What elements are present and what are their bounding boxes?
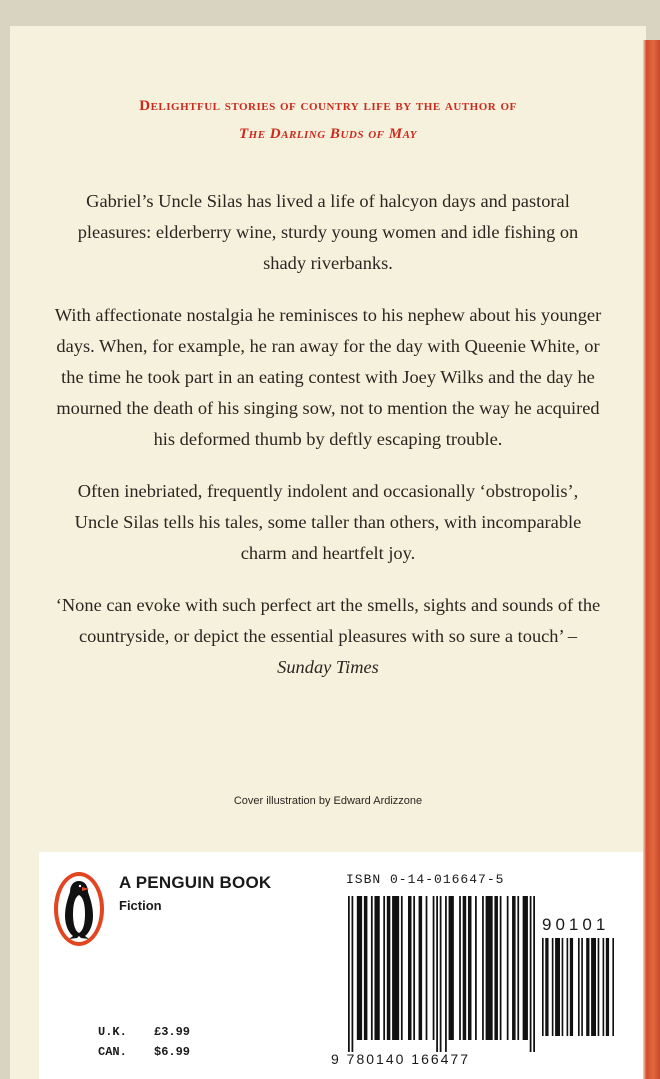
illustration-credit: Cover illustration by Edward Ardizzone <box>233 795 423 807</box>
price-row <box>98 1022 190 1042</box>
price-value: £3.99 <box>154 1025 191 1039</box>
blurb-paragraph-1: Gabriel’s Uncle Silas has lived a life of halcyon days and pastoral pleasures: elderberry wine, sturdy young women and idle fishing on shady riverbanks. <box>77 191 579 273</box>
addon-barcode <box>542 938 614 1048</box>
price-list <box>98 1022 190 1062</box>
book-category: Fiction <box>119 898 162 913</box>
ean-barcode-digits: 9 780140 166477 <box>331 1051 470 1067</box>
isbn-number: ISBN 0-14-016647-5 <box>346 872 505 887</box>
blurb-paragraph-3: Often inebriated, frequently indolent and occasionally ‘obstropolis’, Uncle Silas tells his tales, some taller than others, with incomparable charm and heartfelt joy. <box>74 481 582 563</box>
tagline <box>10 92 646 148</box>
tagline-book-title: The Darling Buds of May <box>238 126 418 142</box>
price-row <box>98 1042 190 1062</box>
publisher-panel <box>39 852 646 1079</box>
review-quote-source: Sunday Times <box>277 657 379 677</box>
review-quote <box>54 590 602 683</box>
review-quote-text: ‘None can evoke with such perfect art the smells, sights and sounds of the countryside, or depict the essential pleasures with so sure a touch’ – <box>55 595 601 646</box>
ean-barcode <box>348 896 535 1052</box>
penguin-logo-icon <box>53 871 105 947</box>
price-region: CAN. <box>98 1045 127 1059</box>
tagline-line-1: Delightful stories of country life by the author of <box>139 98 517 114</box>
blurb-paragraph-2: With affectionate nostalgia he reminisces to his nephew about his younger days. When, for example, he ran away for the day with Queenie White, or the time he took part in an eating contest with Joey Wilks and the day he mourned the death of his singing sow, not to mention the way he acquired his deformed thumb by deftly escaping trouble. <box>54 305 602 449</box>
publisher-name: A PENGUIN BOOK <box>119 873 272 892</box>
book-spine-edge <box>643 40 660 1079</box>
back-cover <box>10 26 646 1079</box>
addon-barcode-digits: 90101 <box>542 915 610 934</box>
price-value: $6.99 <box>154 1045 191 1059</box>
blurb-text <box>54 186 602 704</box>
price-region: U.K. <box>98 1025 127 1039</box>
